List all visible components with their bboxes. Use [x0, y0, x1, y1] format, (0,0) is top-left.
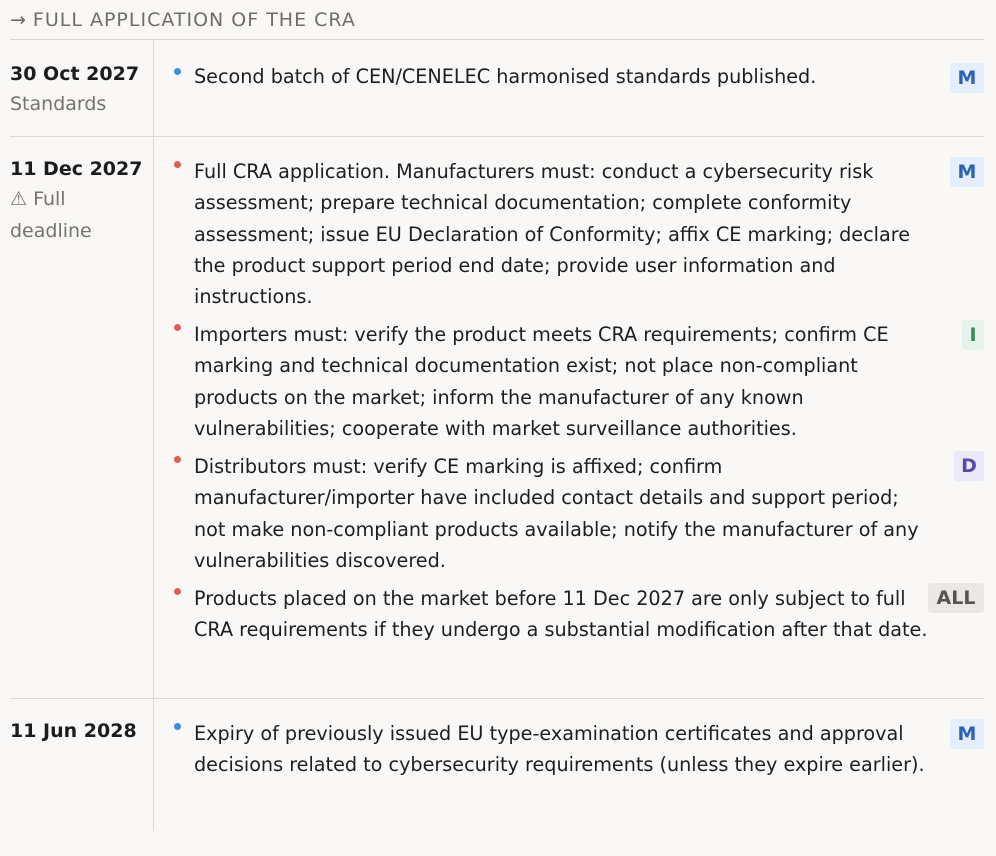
bullet-dot-icon — [174, 588, 181, 595]
date-column — [10, 60, 150, 120]
list-item — [170, 155, 984, 313]
bullet-dot-icon — [174, 161, 181, 168]
bullet-dot-icon — [174, 723, 181, 730]
role-badge: M — [950, 719, 984, 749]
row-category: Standards — [10, 93, 107, 115]
section-header — [10, 6, 984, 40]
item-text: Full CRA application. Manufacturers must: conduct a cybersecurity risk assessment; prepare technical documentation; complete conformity assessment; issue EU Declaration of Conformity; affix CE marking; declare the product support period end date; provide user information and instructions. — [194, 160, 911, 309]
row-divider — [10, 698, 984, 699]
section-title: FULL APPLICATION OF THE CRA — [32, 9, 356, 31]
item-text: Importers must: verify the product meets CRA requirements; confirm CE marking and technical documentation exist; not place non-compliant products on the market; inform the manufacturer of any known vulnerabilities; cooperate with market surveillance authorities. — [194, 323, 889, 440]
item-text: Distributors must: verify CE marking is affixed; confirm manufacturer/importer have included contact details and support period; not make non-compliant products available; notify the manufacturer of any vulnerabilities discovered. — [194, 455, 919, 572]
role-badge: I — [962, 320, 984, 350]
list-item — [170, 318, 984, 444]
role-badge: D — [954, 451, 984, 481]
role-badge: ALL — [928, 583, 984, 613]
row-category-label: Full deadline — [10, 188, 92, 242]
list-item — [170, 62, 984, 94]
date-column — [10, 155, 150, 247]
row-divider — [10, 136, 984, 137]
item-text: Expiry of previously issued EU type-examination certificates and approval decisions related to cybersecurity requirements (unless they expire earlier). — [194, 722, 925, 777]
list-item — [170, 582, 984, 678]
bullet-dot-icon — [174, 68, 181, 75]
item-text: Products placed on the market before 11 Dec 2027 are only subject to full CRA requirements if they undergo a substantial modification after that date. — [194, 587, 928, 642]
row-date: 11 Jun 2028 — [10, 720, 137, 742]
role-badge: M — [950, 63, 984, 93]
bullet-dot-icon — [174, 456, 181, 463]
date-column — [10, 717, 150, 745]
role-badge: M — [950, 157, 984, 187]
row-date: 11 Dec 2027 — [10, 158, 143, 180]
row-date: 30 Oct 2027 — [10, 63, 140, 85]
arrow-right-icon: → — [10, 9, 27, 31]
bullet-dot-icon — [174, 324, 181, 331]
warning-icon: ⚠ — [10, 188, 28, 210]
timeline-row — [10, 60, 984, 130]
timeline-row — [10, 155, 984, 695]
row-category — [10, 183, 120, 247]
list-item — [170, 717, 984, 813]
item-text: Second batch of CEN/CENELEC harmonised standards published. — [194, 65, 817, 88]
list-item — [170, 450, 984, 576]
timeline-row — [10, 717, 984, 827]
